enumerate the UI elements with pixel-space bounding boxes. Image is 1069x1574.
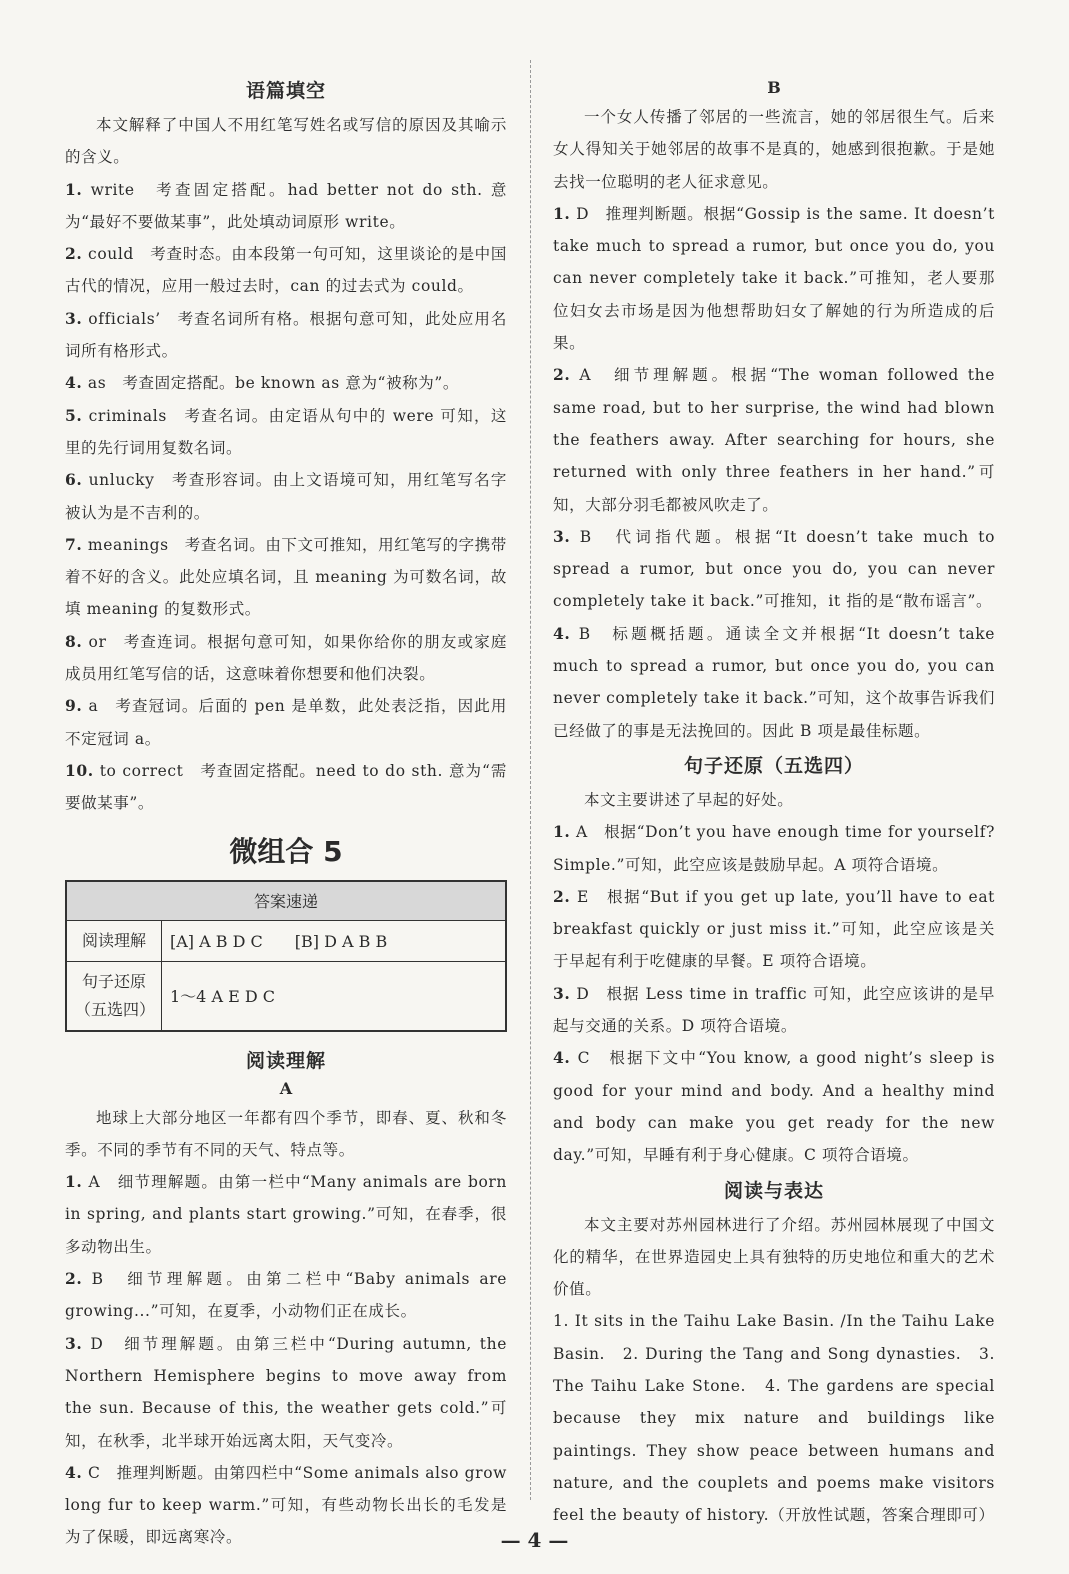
column-divider: [530, 60, 532, 1500]
answer-item: [65, 238, 507, 303]
section-title-expression: 阅读与表达: [723, 1179, 824, 1202]
sentence-intro: 本文主要讲述了早起的好处。: [584, 790, 794, 809]
answer-item: [553, 521, 995, 618]
answer-text: D 细节理解题。由第三栏中“During autumn, the Northern Hemisphere begins to move away from the sun. Because of this, the weather gets cold.”可知，在秋季，北半球开始远离太阳，天气变冷。: [65, 1334, 507, 1450]
left-column: [65, 72, 507, 1554]
answer-text: C 根据下文中“You know, a good night’s sleep is good for your mind and body. And a healthy mind and body can make you get ready for the new day.”可知，早睡有利于身心健康。C 项符合语境。: [553, 1049, 995, 1165]
answer-text: meanings 考查名词。由下文可推知，用红笔写的字携带着不好的含义。此处应填名词，且 meaning 为可数名词，故填 meaning 的复数形式。: [65, 535, 507, 619]
answer-number: 2.: [65, 1269, 83, 1289]
answer-number: 1.: [65, 179, 83, 199]
answer-text: a 考查冠词。后面的 pen 是单数，此处表泛指，因此用不定冠词 a。: [65, 697, 507, 748]
answer-item: [65, 690, 507, 755]
answer-number: 1.: [553, 203, 571, 223]
passage-b-label: B: [767, 78, 781, 97]
group-title: 微组合 5: [229, 834, 343, 868]
answer-item: [65, 529, 507, 626]
table-row: [66, 961, 506, 1031]
row-label: 阅读理解: [66, 920, 162, 961]
passage-a-answers: [65, 1166, 507, 1554]
cloze-answers: [65, 174, 507, 820]
answer-number: 3.: [553, 983, 571, 1003]
answer-number: 4.: [65, 373, 83, 393]
answer-item: [553, 1042, 995, 1171]
answer-text: C 推理判断题。由第四栏中“Some animals also grow long fur to keep warm.”可知，有些动物长出长的毛发是为了保暖，即远离寒冷。: [65, 1463, 507, 1547]
passage-b-answers: [553, 198, 995, 747]
answer-item: [65, 174, 507, 239]
answer-number: 6.: [65, 470, 83, 490]
cloze-intro: 本文解释了中国人不用红笔写姓名或写信的原因及其喻示的含义。: [65, 116, 507, 167]
answer-number: 2.: [65, 244, 83, 264]
table-row: [66, 920, 506, 961]
row-label: 句子还原（五选四）: [66, 961, 162, 1031]
answer-number: 7.: [65, 534, 83, 554]
answer-item: [65, 1263, 507, 1328]
answer-item: [65, 626, 507, 691]
answer-number: 5.: [65, 405, 83, 425]
answer-item: [553, 618, 995, 747]
answer-item: [553, 978, 995, 1043]
answer-text: B 细节理解题。由第二栏中“Baby animals are growing...”可知，在夏季，小动物们正在成长。: [65, 1270, 507, 1321]
answer-item: [65, 303, 507, 368]
answer-number: 4.: [553, 623, 571, 643]
row-value: 1～4 A E D C: [162, 961, 507, 1031]
answer-text: as 考查固定搭配。be known as 意为“被称为”。: [82, 374, 459, 393]
expression-intro: 本文主要对苏州园林进行了介绍。苏州园林展现了中国文化的精华，在世界造园史上具有独特的历史地位和重大的艺术价值。: [553, 1215, 995, 1299]
answer-item: [553, 198, 995, 359]
answer-table: [65, 880, 507, 1032]
right-column: [553, 72, 995, 1531]
passage-a-label: A: [279, 1078, 293, 1098]
answer-item: [65, 1328, 507, 1457]
answer-number: 8.: [65, 631, 83, 651]
expression-answers: 1. It sits in the Taihu Lake Basin. /In the Taihu Lake Basin. 2. During the Tang and Song dynasties. 3. The Taihu Lake Stone. 4. The gardens are special because they mix nature and buildings like paintings. They show peace between humans and nature, and the couplets and poems make visitors feel the beauty of history.（开放性试题，答案合理即可）: [553, 1312, 995, 1525]
answer-text: E 根据“But if you get up late, you’ll have to eat breakfast quickly or just miss it.”可知，此空应该是关于早起有利于吃健康的早餐。E 项符合语境。: [553, 887, 995, 971]
answer-text: B 代词指代题。根据“It doesn’t take much to spread a rumor, but once you do, you can never completely take it back.”可推知，it 指的是“散布谣言”。: [553, 527, 995, 611]
answer-number: 3.: [553, 526, 571, 546]
passage-b-intro: 一个女人传播了邻居的一些流言，她的邻居很生气。后来女人得知关于她邻居的故事不是真的，她感到很抱歉。于是她去找一位聪明的老人征求意见。: [553, 108, 995, 191]
answer-text: criminals 考查名词。由定语从句中的 were 可知，这里的先行词用复数名词。: [65, 406, 507, 457]
answer-text: A 根据“Don’t you have enough time for yourself? Simple.”可知，此空应该是鼓励早起。A 项符合语境。: [553, 823, 995, 874]
section-title-reading: 阅读理解: [245, 1049, 326, 1072]
answer-text: to correct 考查固定搭配。need to do sth. 意为“需要做某事”。: [65, 761, 507, 813]
answer-text: could 考查时态。由本段第一句可知，这里谈论的是中国古代的情况，应用一般过去时，can 的过去式为 could。: [65, 245, 507, 296]
page-number: — 4 —: [500, 1528, 569, 1552]
sentence-answers: [553, 816, 995, 1171]
answer-item: [65, 464, 507, 529]
answer-item: [65, 1166, 507, 1263]
section-title-sentence: 句子还原（五选四）: [683, 754, 864, 777]
answer-table-header: 答案速递: [66, 881, 506, 921]
answer-number: 2.: [553, 365, 571, 385]
answer-text: write 考查固定搭配。had better not do sth. 意为“最好不要做某事”，此处填动词原形 write。: [65, 180, 507, 231]
answer-text: unlucky 考查形容词。由上文语境可知，用红笔写名字被认为是不吉利的。: [65, 471, 507, 522]
answer-number: 2.: [553, 886, 571, 906]
answer-text: D 推理判断题。根据“Gossip is the same. It doesn’t take much to spread a rumor, but once you do, you can never completely take it back.”可推知，老人要那位妇女去市场是因为他想帮助妇女了解她的行为所造成的后果。: [553, 204, 995, 353]
answer-number: 3.: [65, 1333, 83, 1353]
answer-item: [553, 816, 995, 881]
answer-text: D 根据 Less time in traffic 可知，此空应该讲的是早起与交通的关系。D 项符合语境。: [553, 984, 995, 1036]
answer-text: A 细节理解题。由第一栏中“Many animals are born in spring, and plants start growing.”可知，在春季，很多动物出生。: [65, 1173, 507, 1256]
answer-number: 3.: [65, 308, 83, 328]
passage-a-intro: 地球上大部分地区一年都有四个季节，即春、夏、秋和冬季。不同的季节有不同的天气、特点等。: [65, 1108, 507, 1159]
answer-number: 1.: [65, 1172, 83, 1192]
answer-item: [553, 359, 995, 520]
answer-text: officials’ 考查名词所有格。根据句意可知，此处应用名词所有格形式。: [65, 309, 507, 361]
answer-item: [65, 755, 507, 820]
answer-number: 9.: [65, 696, 83, 716]
answer-number: 4.: [553, 1048, 571, 1068]
row-value: [A] A B D C [B] D A B B: [162, 920, 507, 961]
answer-number: 4.: [65, 1462, 83, 1482]
answer-item: [65, 367, 507, 399]
answer-item: [65, 400, 507, 465]
answer-text: B 标题概括题。通读全文并根据“It doesn’t take much to spread a rumor, but once you do, you can never completely take it back.”可知，这个故事告诉我们已经做了的事是无法挽回的。因此 B 项是最佳标题。: [553, 624, 995, 740]
answer-number: 10.: [65, 760, 94, 780]
answer-item: [553, 881, 995, 978]
answer-text: or 考查连词。根据句意可知，如果你给你的朋友或家庭成员用红笔写信的话，这意味着你想要和他们决裂。: [65, 632, 507, 684]
answer-text: A 细节理解题。根据“The woman followed the same road, but to her surprise, the wind had blown the feathers away. After searching for hours, she returned with only three feathers in her hand.”可知，大部分羽毛都被风吹走了。: [553, 366, 995, 514]
section-title-cloze: 语篇填空: [245, 80, 326, 102]
answer-number: 1.: [553, 822, 571, 842]
